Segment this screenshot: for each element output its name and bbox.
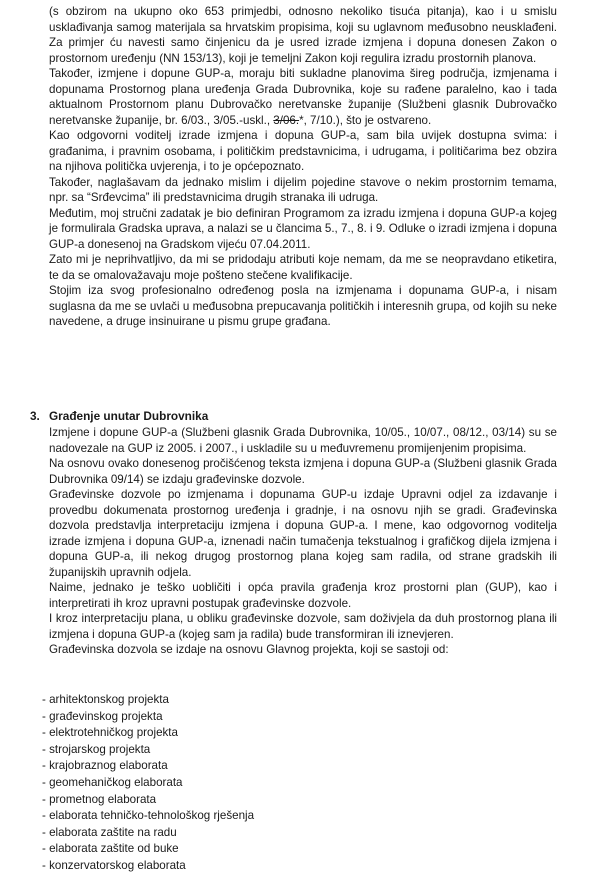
section-title: Građenje unutar Dubrovnika bbox=[49, 409, 209, 423]
main-project-components-list bbox=[42, 692, 254, 875]
paragraph: Građevinske dozvole po izmjenama i dopunama GUP-u izdaje Upravni odjel za izdavanje i provedbu dokumenata prostornog uređenja i gradnje, i na osnovu njih se gradi. Građevinska dozvola predstavlja interpretaciju izmjena i dopuna GUP-a. I mene, kao odgovornog voditelja izrade izmjena i dopuna GUP-a, iznenadi način tumačenja tekstualnog i grafičkog dijela izmjena i dopuna GUP-a, ili nekog drugog prostornog plana kojeg sam radila, od strane gradskih ili županijskih upravnih odjela. bbox=[49, 488, 557, 579]
paragraph: I kroz interpretaciju plana, u obliku građevinske dozvole, sam doživjela da duh prostornog plana ili izmjena i dopuna GUP-a (kojeg sam ja radila) bude transformiran ili iznevjeren. bbox=[49, 612, 557, 641]
paragraph: Izmjene i dopune GUP-a (Službeni glasnik Grada Dubrovnika, 10/05., 10/07., 08/12., 03/14) su se nadovezale na GUP iz 2005. i 2007., i uskladile su u međuvremenu promijenjenim propisima. bbox=[49, 426, 557, 455]
list-item: - strojarskog projekta bbox=[42, 742, 151, 756]
paragraph: Također, naglašavam da jednako mislim i dijelim pojedine stavove o nekim prostornim temama, npr. sa “Srđevcima” ili predstavnicima drugih stranaka ili udruga. bbox=[49, 175, 557, 204]
list-item: - elektrotehničkog projekta bbox=[42, 726, 178, 740]
list-item: - konzervatorskog elaborata bbox=[42, 858, 186, 872]
list-item: - elaborata tehničko-tehnološkog rješenja bbox=[42, 809, 255, 823]
section-2-continued bbox=[49, 4, 557, 330]
paragraph: Zato mi je neprihvatljivo, da mi se pridodaju atributi koje nemam, da me se neopravdano etiketira, te da se omalovažavaju moje pošteno stečene kvalifikacije. bbox=[49, 253, 557, 282]
list-item: - elaborata zaštite na radu bbox=[42, 825, 177, 839]
paragraph bbox=[49, 66, 557, 128]
struck-text: 3/06. bbox=[273, 113, 300, 127]
section-3-heading bbox=[30, 409, 208, 425]
list-item: - geomehaničkog elaborata bbox=[42, 775, 183, 789]
paragraph: Na osnovu ovako donesenog pročišćenog teksta izmjena i dopuna GUP-a (Službeni glasnik Grada Dubrovnika 09/14) se izdaju građevinske dozvole. bbox=[49, 457, 557, 486]
paragraph: Stojim iza svog profesionalno određenog posla na izmjenama i dopunama GUP-a, i nisam suglasna da me se uvlači u međusobna prepucavanja političkih i interesnih grupa, od kojih su neke navedene, a druge insinuirane u pismu grupe građana. bbox=[49, 284, 557, 328]
paragraph-text-end: *, 7/10.), što je ostvareno. bbox=[299, 113, 432, 127]
paragraph: (s obzirom na ukupno oko 653 primjedbi, odnosno nekoliko tisuća pitanja), kao i u smislu usklađivanja samog materijala sa hrvatskim propisima, koji su uglavnom međusobno neusklađeni. Za primjer ću navesti samo činjenicu da je usred izrade izmjena i dopuna donesen Zakon o prostornom uređenju (NN 153/13), koji je temeljni Zakon koji regulira izradu prostornih planova. bbox=[49, 5, 557, 65]
list-item: - krajobraznog elaborata bbox=[42, 759, 168, 773]
paragraph: Naime, jednako je teško uobličiti i opća pravila građenja kroz prostorni plan (GUP), kao i interpretirati ih kroz upravni postupak građevinske dozvole. bbox=[49, 581, 557, 610]
paragraph: Građevinska dozvola se izdaje na osnovu Glavnog projekta, koji se sastoji od: bbox=[49, 643, 449, 656]
list-item: - prometnog elaborata bbox=[42, 792, 157, 806]
list-item: - elaborata zaštite od buke bbox=[42, 842, 179, 856]
section-number: 3. bbox=[30, 409, 40, 423]
list-item: - arhitektonskog projekta bbox=[42, 693, 169, 706]
paragraph: Međutim, moj stručni zadatak je bio definiran Programom za izradu izmjena i dopuna GUP-a kojeg je formulirala Gradska uprava, a nalazi se u člancima 5., 7., 8. i 9. Odluke o izradi izmjena i dopuna GUP-a donesenoj na Gradskom vijeću 07.04.2011. bbox=[49, 206, 557, 251]
section-3-body bbox=[49, 425, 557, 658]
paragraph-text: Također, izmjene i dopune GUP-a, moraju biti sukladne planovima šireg područja, izmjenama i dopunama Prostornog plana uređenja Grada Dubrovnika, koje su rađene paralelno, kao i tada aktualnom Prostornom planu Dubrovačko neretvanske županije (Službeni glasnik Dubrovačko neretvanske županije, br. 6/03., 3/05.-uskl., bbox=[49, 67, 557, 127]
paragraph: Kao odgovorni voditelj izrade izmjena i dopuna GUP-a, sam bila uvijek dostupna svima: i građanima, i pravnim osobama, i političkim predstavnicima, i udrugama, i političarima bez obzira na njihova politička uvjerenja, i to je općepoznato. bbox=[49, 129, 557, 173]
list-item: - građevinskog projekta bbox=[42, 709, 163, 723]
